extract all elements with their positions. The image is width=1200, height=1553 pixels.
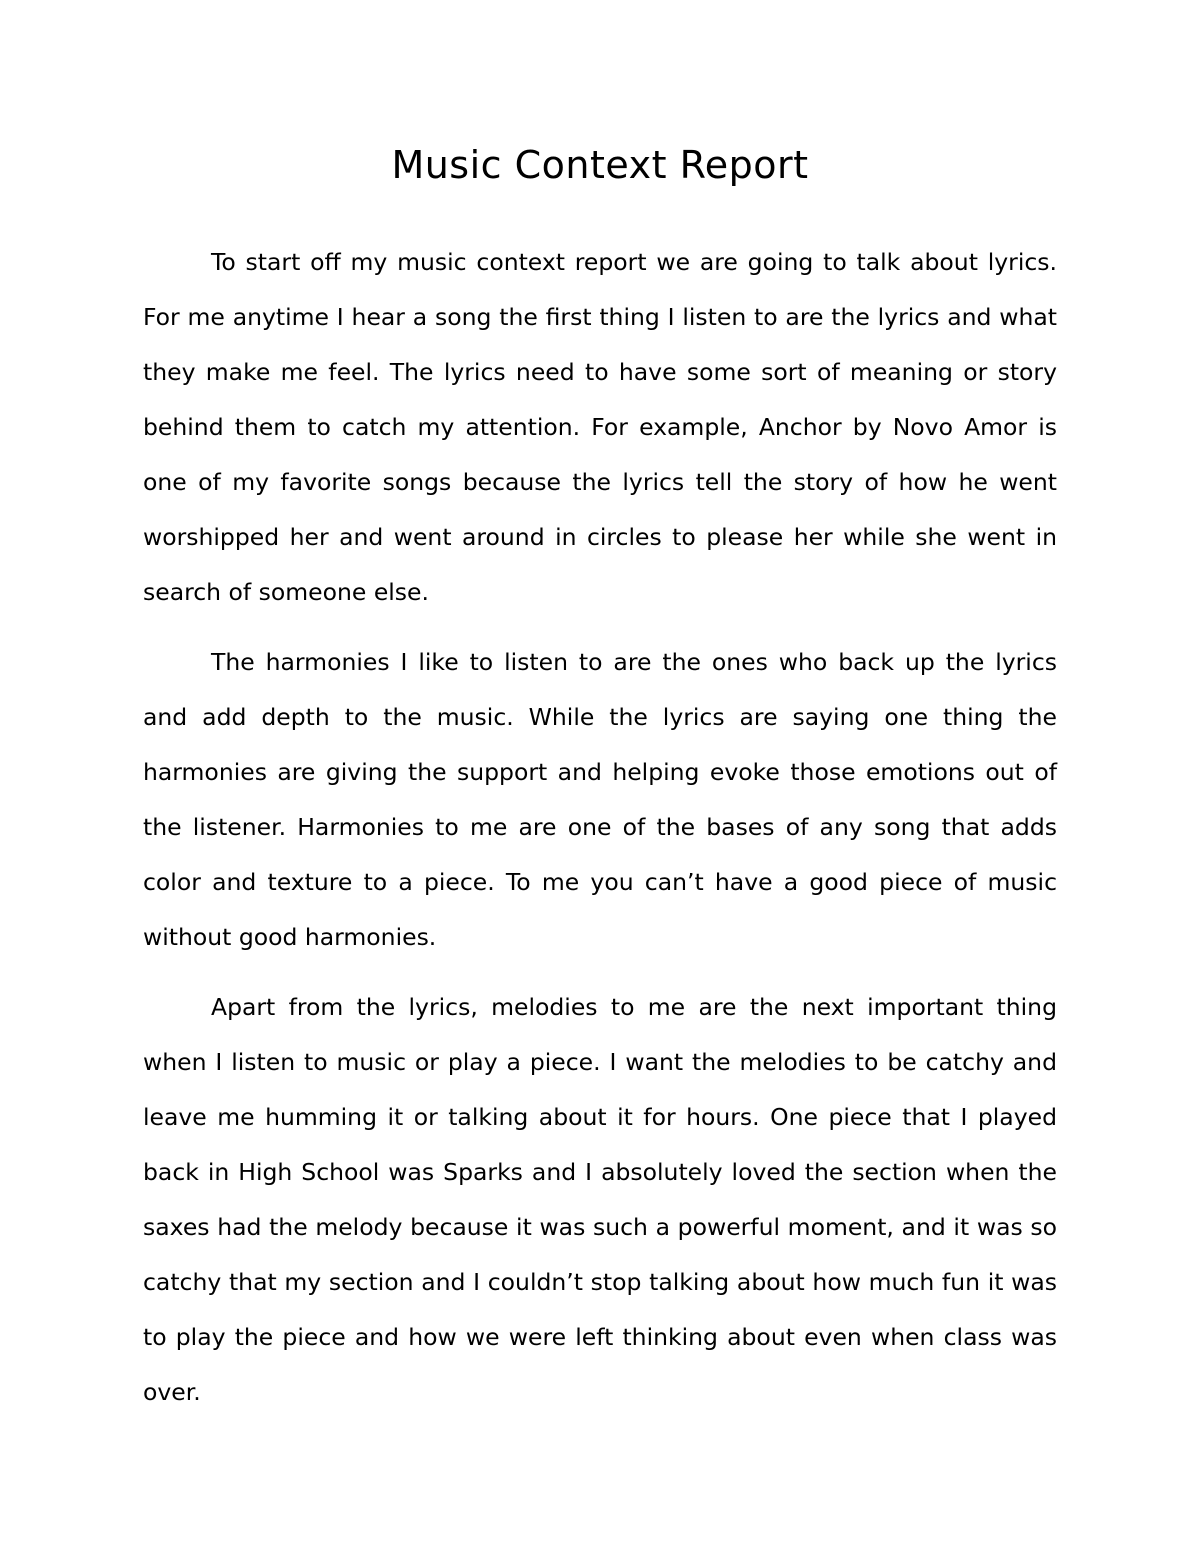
document-title: Music Context Report — [391, 143, 809, 187]
document-body — [143, 235, 1057, 1435]
paragraph-lyrics: To start off my music context report we are going to talk about lyrics. For me anytime I hear a song the first thing I listen to are the lyrics and what they make me feel. The lyrics need to have some sort of meaning or story behind them to catch my attention. For example, Anchor by Novo Amor is one of my favorite songs because the lyrics tell the story of how he went worshipped her and went around in circles to please her while she went in search of someone else. — [143, 248, 1057, 606]
paragraph-harmonies: The harmonies I like to listen to are the ones who back up the lyrics and add depth to the music. While the lyrics are saying one thing the harmonies are giving the support and helping evoke those emotions out of the listener. Harmonies to me are one of the bases of any song that adds color and texture to a piece. To me you can’t have a good piece of music without good harmonies. — [143, 648, 1057, 951]
paragraph-melodies: Apart from the lyrics, melodies to me are the next important thing when I listen to music or play a piece. I want the melodies to be catchy and leave me humming it or talking about it for hours. One piece that I played back in High School was Sparks and I absolutely loved the section when the saxes had the melody because it was such a powerful moment, and it was so catchy that my section and I couldn’t stop talking about how much fun it was to play the piece and how we were left thinking about even when class was over. — [143, 993, 1057, 1406]
